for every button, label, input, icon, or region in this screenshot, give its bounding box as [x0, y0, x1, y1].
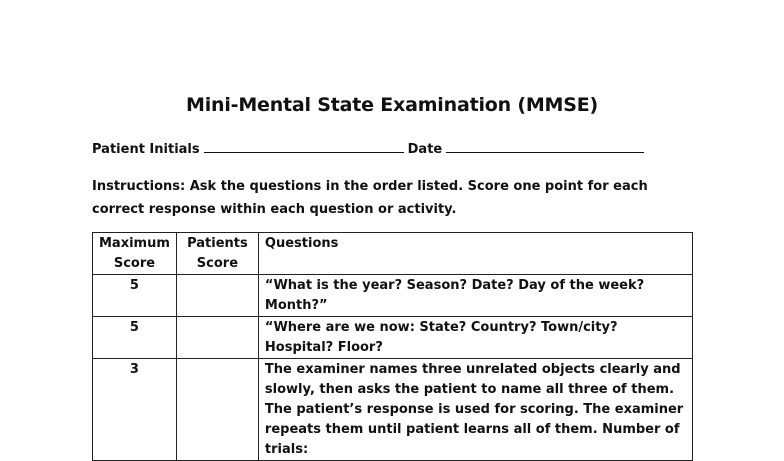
question-cell: “What is the year? Season? Date? Day of the week? Month?”: [258, 275, 692, 317]
max-score-cell: 5: [93, 275, 177, 317]
max-score-cell: 5: [93, 317, 177, 359]
question-cell: The examiner names three unrelated objects clearly and slowly, then asks the patient to name all three of them. The patient’s response is used for scoring. The examiner repeats them until patient learns all of them. Number of trials:: [258, 359, 692, 461]
date-label: Date: [407, 142, 443, 157]
patient-initials-label: Patient Initials: [92, 142, 200, 157]
question-cell: “Where are we now: State? Country? Town/city? Hospital? Floor?: [258, 317, 692, 359]
table-row: [93, 275, 693, 317]
patient-info-line: [92, 140, 644, 157]
max-score-cell: 3: [93, 359, 177, 461]
header-max-score: Maximum Score: [93, 233, 177, 275]
patient-score-cell: [176, 275, 258, 317]
instructions-text: Instructions: Ask the questions in the order listed. Score one point for each correct response within each question or activity.: [92, 179, 648, 217]
table-row: [93, 359, 693, 461]
header-questions: Questions: [258, 233, 692, 275]
mmse-table: [92, 232, 693, 461]
patient-initials-blank: [204, 140, 404, 153]
patient-score-cell: [176, 317, 258, 359]
date-blank: [446, 140, 644, 153]
table-row: [93, 317, 693, 359]
table-header-row: [93, 233, 693, 275]
patient-score-cell: [176, 359, 258, 461]
header-patient-score: Patients Score: [176, 233, 258, 275]
document-title: Mini-Mental State Examination (MMSE): [185, 94, 598, 116]
